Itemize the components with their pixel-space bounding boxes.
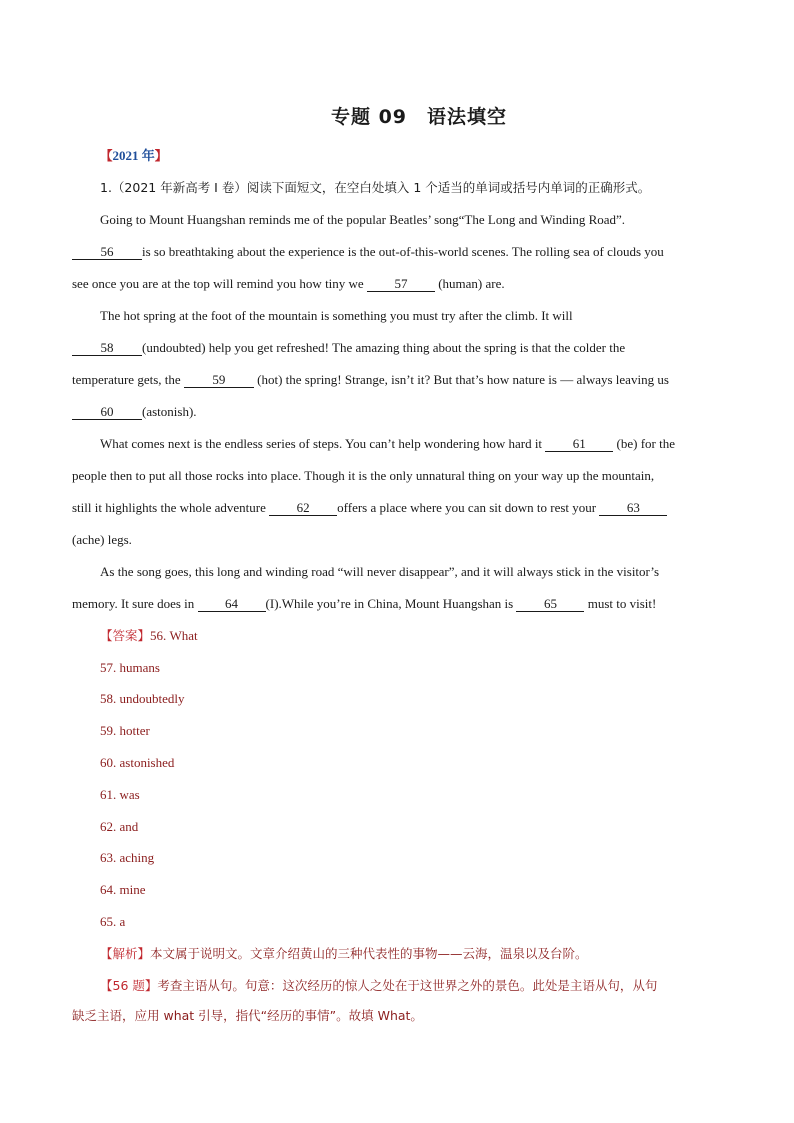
passage-line-8 xyxy=(100,436,675,452)
answer-item: 62. and xyxy=(100,819,139,834)
passage-text: (astonish). xyxy=(142,404,197,419)
passage-line-11: (ache) legs. xyxy=(72,532,132,547)
blank-56: 56 xyxy=(72,245,142,260)
passage-line-5 xyxy=(72,340,625,356)
answer-item: 56. What xyxy=(150,628,198,643)
answer-item: 63. aching xyxy=(100,850,155,865)
heading-year: 2021 年 xyxy=(112,148,155,163)
blank-64: 64 xyxy=(198,597,266,612)
q56-explanation-line-2: 缺乏主语，应用 what 引导，指代“经历的事情”。故填 What。 xyxy=(72,1008,423,1023)
blank-60: 60 xyxy=(72,405,142,420)
passage-text: is so breathtaking about the experience is the out-of-this-world scenes. The rolling sea of clouds you xyxy=(142,244,664,259)
passage-text: What comes next is the endless series of steps. You can’t help wondering how hard it xyxy=(100,436,543,451)
passage-text: still it highlights the whole adventure xyxy=(72,500,266,515)
passage-line-1: Going to Mount Huangshan reminds me of the popular Beatles’ song“The Long and Winding Road”. xyxy=(100,212,626,227)
passage-line-4: The hot spring at the foot of the mountain is something you must try after the climb. It will xyxy=(100,308,573,323)
answer-item: 57. humans xyxy=(100,660,160,675)
blank-62: 62 xyxy=(269,501,337,516)
analysis-paragraph xyxy=(100,946,588,962)
answer-item: 65. a xyxy=(100,914,126,929)
answer-item: 58. undoubtedly xyxy=(100,691,185,706)
analysis-text: 本文属于说明文。文章介绍黄山的三种代表性的事物——云海，温泉以及台阶。 xyxy=(150,946,588,961)
heading-open-bracket: 【 xyxy=(100,148,113,163)
passage-text: offers a place where you can sit down to rest your xyxy=(337,500,597,515)
passage-line-6 xyxy=(72,372,669,388)
passage-line-10 xyxy=(72,500,667,516)
q56-explanation-line-1 xyxy=(100,978,657,994)
passage-text: must to visit! xyxy=(587,596,657,611)
answer-label: 【答案】 xyxy=(100,628,151,643)
blank-61: 61 xyxy=(545,437,613,452)
section-year-heading xyxy=(100,148,167,164)
passage-line-7 xyxy=(72,404,197,420)
heading-close-bracket: 】 xyxy=(154,148,168,163)
passage-text: (hot) the spring! Strange, isn’t it? But that’s how nature is — always leaving us xyxy=(257,372,669,387)
page-title: 专题 09 语法填空 xyxy=(330,106,508,128)
passage-text: (be) for the xyxy=(616,436,676,451)
answer-item: 64. mine xyxy=(100,882,146,897)
blank-65: 65 xyxy=(516,597,584,612)
passage-line-2 xyxy=(72,244,664,260)
passage-line-12: As the song goes, this long and winding road “will never disappear”, and it will always stick in the visitor’s xyxy=(100,564,660,579)
passage-text: temperature gets, the xyxy=(72,372,181,387)
q56-text: 考查主语从句。句意：这次经历的惊人之处在于这世界之外的景色。此处是主语从句，从句 xyxy=(157,978,658,993)
answer-item: 60. astonished xyxy=(100,755,175,770)
answer-item: 59. hotter xyxy=(100,723,150,738)
passage-text: see once you are at the top will remind you how tiny we xyxy=(72,276,364,291)
passage-text: (undoubted) help you get refreshed! The amazing thing about the spring is that the colder the xyxy=(142,340,626,355)
q56-label: 【56 题】 xyxy=(100,978,158,993)
passage-text: (I).While you’re in China, Mount Huangshan is xyxy=(265,596,514,611)
passage-text: memory. It sure does in xyxy=(72,596,195,611)
blank-59: 59 xyxy=(184,373,254,388)
passage-line-13 xyxy=(72,596,656,612)
blank-63: 63 xyxy=(599,501,667,516)
passage-line-3 xyxy=(72,276,505,292)
analysis-label: 【解析】 xyxy=(100,946,151,961)
blank-58: 58 xyxy=(72,341,142,356)
blank-57: 57 xyxy=(367,277,435,292)
answer-item: 61. was xyxy=(100,787,140,802)
question-instruction: 1.（2021 年新高考 I 卷）阅读下面短文，在空白处填入 1 个适当的单词或括号内单词的正确形式。 xyxy=(100,180,651,195)
answer-heading xyxy=(100,628,198,644)
passage-line-9: people then to put all those rocks into place. Though it is the only unnatural thing on your way up the mountain, xyxy=(72,468,655,483)
passage-text: (human) are. xyxy=(438,276,505,291)
